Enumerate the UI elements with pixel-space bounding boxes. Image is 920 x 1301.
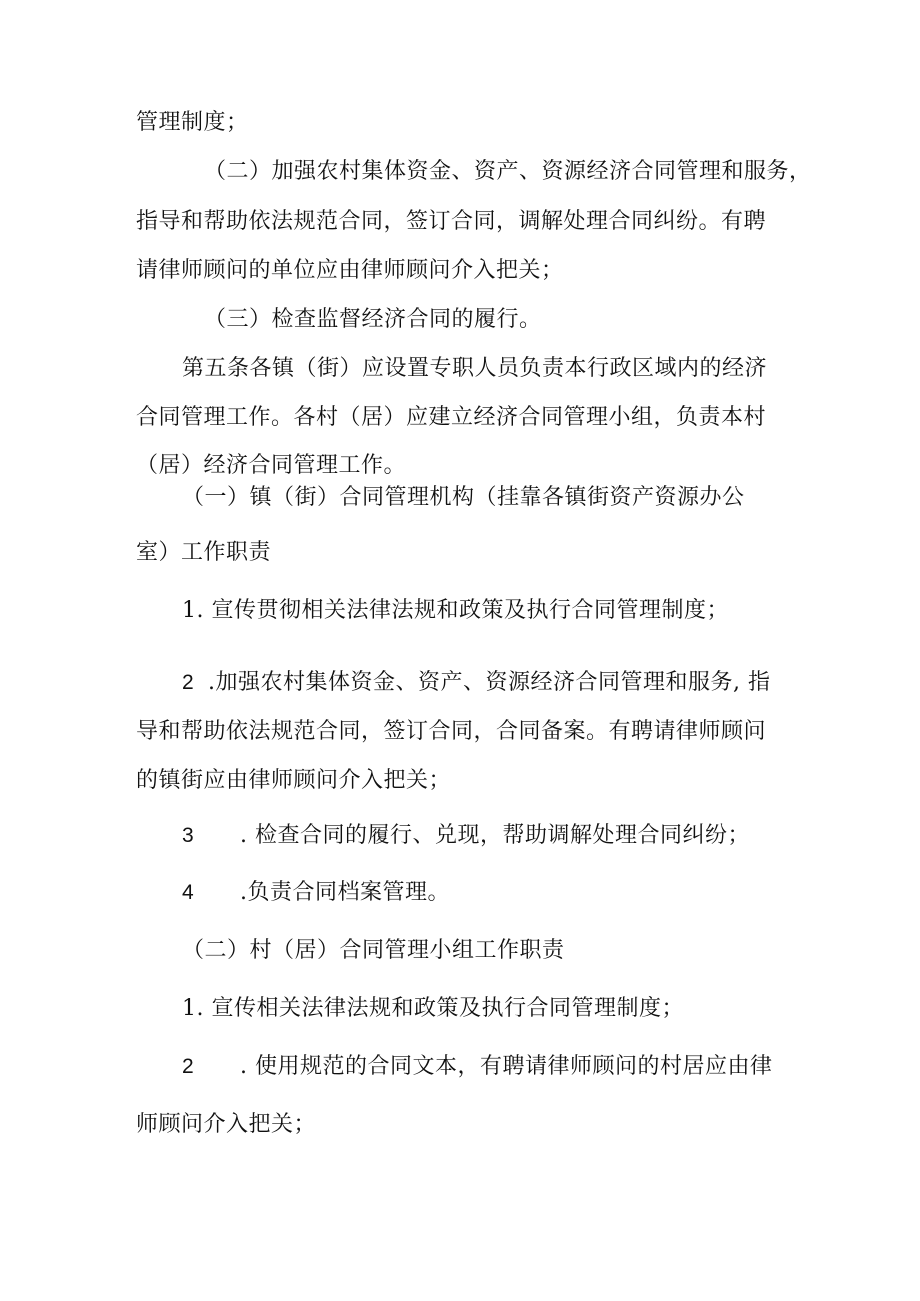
item-text: .负责合同档案管理。 (240, 880, 450, 905)
text-line: 师顾问介入把关； (136, 1112, 317, 1137)
text-line: 室）工作职责 (136, 540, 272, 565)
item-number: 3 (182, 824, 195, 847)
item-number: 4 (182, 881, 195, 904)
item-number: 2 (182, 671, 195, 694)
text-line: （二）村（居）合同管理小组工作职责 (182, 938, 565, 963)
text-line: 导和帮助依法规范合同，签订合同，合同备案。有聘请律师顾问 (136, 719, 767, 744)
text-line: 合同管理工作。各村（居）应建立经济合同管理小组，负责本村 (136, 405, 767, 430)
text-line: 请律师顾问的单位应由律师顾问介入把关； (136, 258, 564, 283)
text-line: 管理制度； (136, 110, 249, 135)
text-line: 第五条各镇（街）应设置专职人员负责本行政区域内的经济 (182, 356, 768, 381)
text-line: 的镇街应由律师顾问介入把关； (136, 768, 452, 793)
item-text: . 检查合同的履行、兑现，帮助调解处理合同纠纷； (240, 823, 750, 848)
text-line: 指导和帮助依法规范合同，签订合同，调解处理合同纠纷。有聘 (136, 209, 767, 234)
numbered-item (182, 1052, 773, 1082)
text-line: （三）检查监督经济合同的履行。 (204, 307, 542, 332)
text-line: 1. 宣传贯彻相关法律法规和政策及执行合同管理制度； (182, 598, 729, 623)
item-number: 2 (182, 1055, 195, 1078)
text-line: （二）加强农村集体资金、资产、资源经济合同管理和服务， (204, 159, 812, 184)
text-line: （居）经济合同管理工作。 (136, 453, 407, 478)
numbered-item (182, 668, 770, 698)
numbered-item (182, 878, 450, 908)
text-line: 1. 宣传相关法律法规和政策及执行合同管理制度； (182, 996, 684, 1021)
item-text: .加强农村集体资金、资产、资源经济合同管理和服务, 指 (208, 670, 771, 695)
text-line: （一）镇（街）合同管理机构（挂靠各镇街资产资源办公 (182, 485, 745, 510)
numbered-item (182, 821, 750, 851)
item-text: . 使用规范的合同文本，有聘请律师顾问的村居应由律 (240, 1054, 773, 1079)
